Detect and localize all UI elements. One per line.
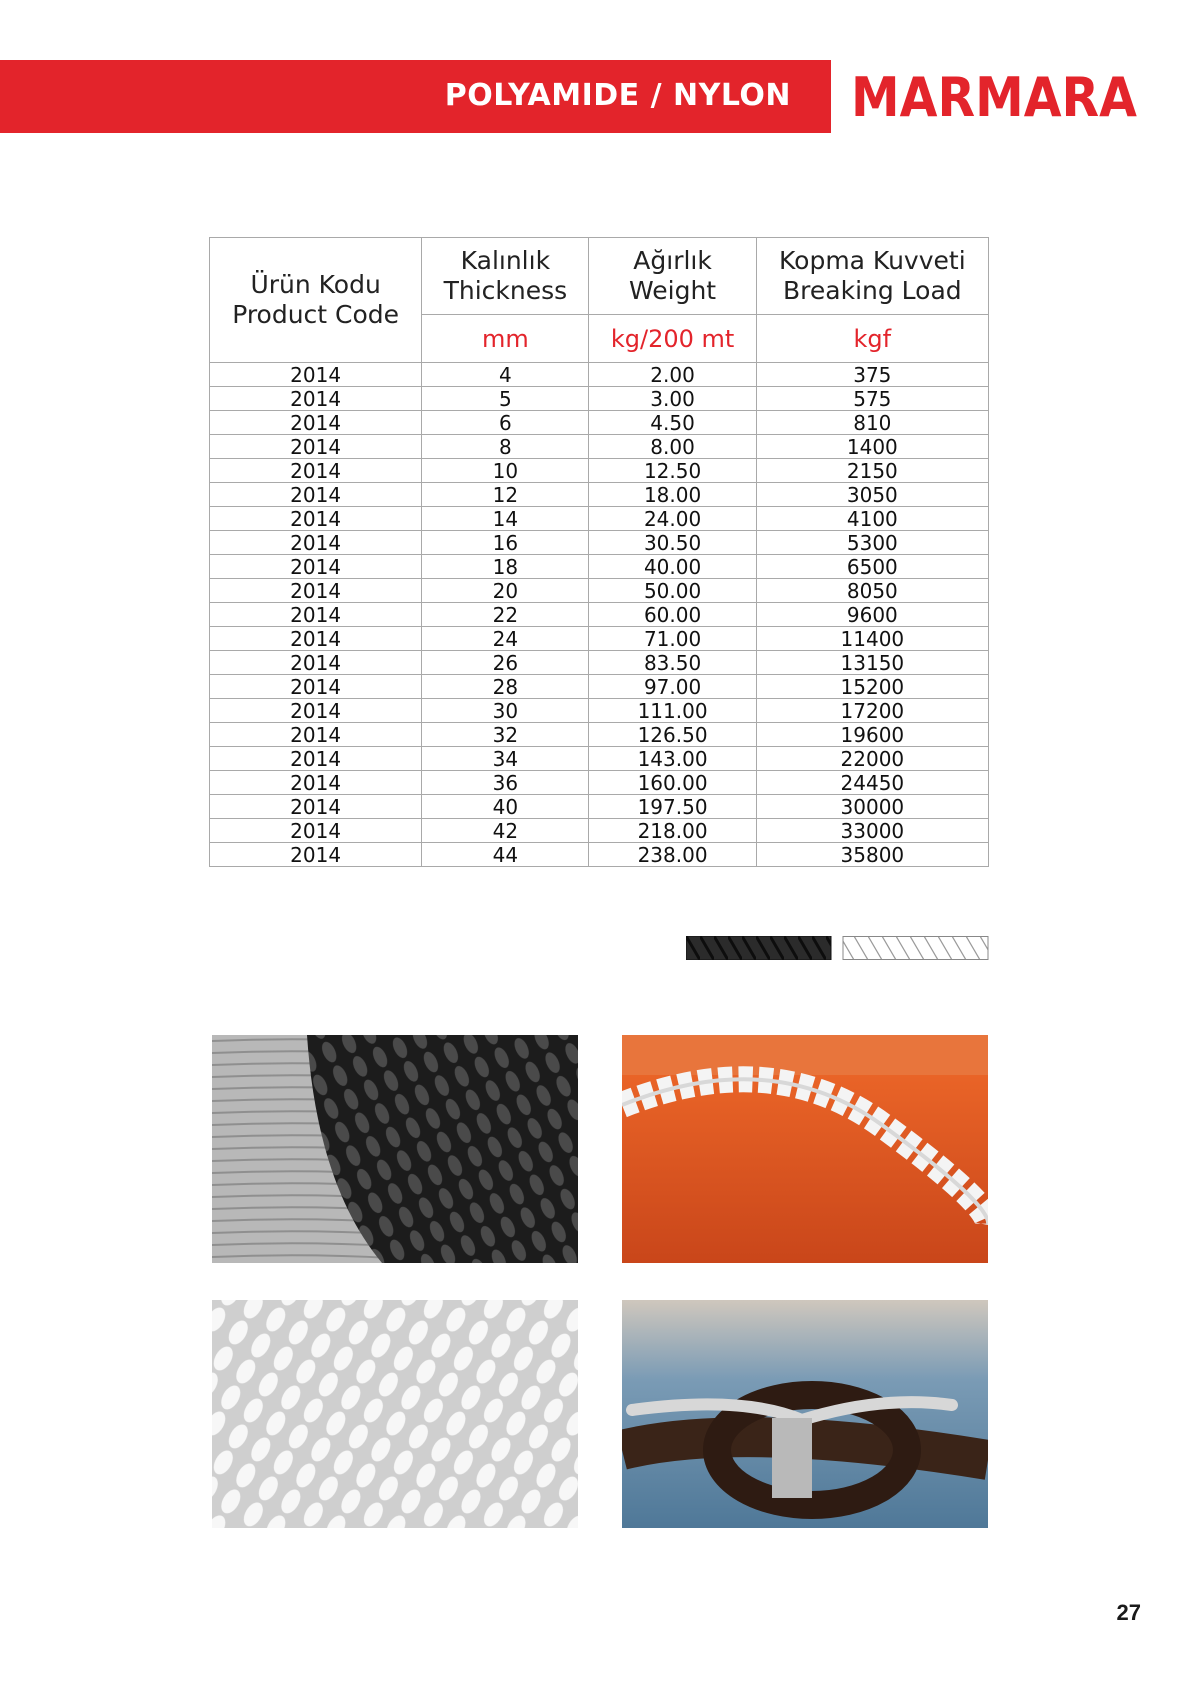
cell-breaking-load: 4100 [756,507,988,531]
cell-breaking-load: 3050 [756,483,988,507]
cell-weight: 18.00 [589,483,756,507]
cell-product-code: 2014 [210,819,422,843]
cell-breaking-load: 375 [756,363,988,387]
cell-thickness: 44 [422,843,589,867]
cell-product-code: 2014 [210,531,422,555]
cell-product-code: 2014 [210,435,422,459]
cell-breaking-load: 575 [756,387,988,411]
cell-weight: 8.00 [589,435,756,459]
cell-weight: 97.00 [589,675,756,699]
cell-thickness: 28 [422,675,589,699]
cell-product-code: 2014 [210,675,422,699]
cell-thickness: 22 [422,603,589,627]
cell-product-code: 2014 [210,579,422,603]
table-row [210,411,989,435]
cell-weight: 12.50 [589,459,756,483]
table-row [210,387,989,411]
header-thickness-tr: Kalınlık [460,246,551,275]
cell-thickness: 10 [422,459,589,483]
header-product-code [210,238,422,363]
table-row [210,579,989,603]
cell-weight: 143.00 [589,747,756,771]
table-row [210,555,989,579]
cell-weight: 30.50 [589,531,756,555]
cell-product-code: 2014 [210,411,422,435]
cell-thickness: 16 [422,531,589,555]
white-rope-coil-photo [212,1300,578,1528]
header-weight-tr: Ağırlık [633,246,712,275]
cell-breaking-load: 22000 [756,747,988,771]
table-row [210,507,989,531]
cell-thickness: 26 [422,651,589,675]
cell-breaking-load: 1400 [756,435,988,459]
cell-weight: 126.50 [589,723,756,747]
cell-breaking-load: 810 [756,411,988,435]
cell-product-code: 2014 [210,651,422,675]
table-row [210,363,989,387]
cell-product-code: 2014 [210,603,422,627]
cell-weight: 83.50 [589,651,756,675]
brand-logo-text: MARMARA [851,68,1138,124]
cell-product-code: 2014 [210,507,422,531]
cell-product-code: 2014 [210,723,422,747]
table-row [210,627,989,651]
cell-weight: 71.00 [589,627,756,651]
cell-weight: 238.00 [589,843,756,867]
cell-thickness: 4 [422,363,589,387]
cell-product-code: 2014 [210,459,422,483]
cell-thickness: 34 [422,747,589,771]
cell-breaking-load: 17200 [756,699,988,723]
table-row [210,819,989,843]
unit-thickness: mm [422,315,589,363]
header-product-code-en: Product Code [232,300,400,329]
cell-product-code: 2014 [210,555,422,579]
table-row [210,747,989,771]
table-row [210,699,989,723]
cell-thickness: 42 [422,819,589,843]
cell-product-code: 2014 [210,699,422,723]
cell-breaking-load: 9600 [756,603,988,627]
table-row [210,675,989,699]
spec-table [209,237,989,867]
page-title: POLYAMIDE / NYLON [444,78,791,113]
cell-thickness: 30 [422,699,589,723]
cell-product-code: 2014 [210,747,422,771]
cell-weight: 4.50 [589,411,756,435]
cell-product-code: 2014 [210,483,422,507]
cell-breaking-load: 5300 [756,531,988,555]
cell-breaking-load: 8050 [756,579,988,603]
cell-product-code: 2014 [210,843,422,867]
page-number: 27 [1116,1600,1141,1625]
unit-weight: kg/200 mt [589,315,756,363]
cell-weight: 40.00 [589,555,756,579]
table-row [210,651,989,675]
cell-product-code: 2014 [210,795,422,819]
table-row [210,459,989,483]
cell-product-code: 2014 [210,363,422,387]
cell-thickness: 36 [422,771,589,795]
header-banner [0,60,831,133]
cell-breaking-load: 24450 [756,771,988,795]
cell-thickness: 32 [422,723,589,747]
cell-product-code: 2014 [210,771,422,795]
cell-breaking-load: 19600 [756,723,988,747]
cell-thickness: 18 [422,555,589,579]
table-row [210,603,989,627]
cell-thickness: 5 [422,387,589,411]
brand-logo [849,68,1139,124]
cell-thickness: 12 [422,483,589,507]
header-weight-en: Weight [629,276,717,305]
table-row [210,771,989,795]
cell-breaking-load: 33000 [756,819,988,843]
cell-thickness: 6 [422,411,589,435]
brown-rope-cleat-photo [622,1300,988,1528]
cell-thickness: 14 [422,507,589,531]
cell-weight: 218.00 [589,819,756,843]
header-thickness-en: Thickness [443,276,568,305]
table-row [210,723,989,747]
cell-breaking-load: 2150 [756,459,988,483]
cell-breaking-load: 11400 [756,627,988,651]
table-row [210,483,989,507]
cell-weight: 3.00 [589,387,756,411]
cell-weight: 50.00 [589,579,756,603]
header-thickness [422,238,589,315]
cell-weight: 197.50 [589,795,756,819]
header-breaking-load-en: Breaking Load [783,276,962,305]
cell-breaking-load: 6500 [756,555,988,579]
cell-thickness: 40 [422,795,589,819]
unit-breaking-load: kgf [756,315,988,363]
cell-breaking-load: 13150 [756,651,988,675]
header-product-code-tr: Ürün Kodu [250,270,381,299]
table-row [210,531,989,555]
cell-weight: 2.00 [589,363,756,387]
table-row [210,795,989,819]
cell-weight: 24.00 [589,507,756,531]
white-rope-icon [843,937,988,960]
cell-product-code: 2014 [210,387,422,411]
cell-breaking-load: 30000 [756,795,988,819]
header-weight [589,238,756,315]
cell-thickness: 20 [422,579,589,603]
cell-thickness: 24 [422,627,589,651]
table-body [210,363,989,867]
cell-thickness: 8 [422,435,589,459]
black-rope-icon [686,936,831,960]
cell-weight: 160.00 [589,771,756,795]
cell-weight: 60.00 [589,603,756,627]
white-rope-orange-buoy-photo [622,1035,988,1263]
rope-color-swatches [686,936,989,960]
cell-product-code: 2014 [210,627,422,651]
cell-weight: 111.00 [589,699,756,723]
table-row [210,435,989,459]
cell-breaking-load: 35800 [756,843,988,867]
table-row [210,843,989,867]
header-breaking-load-tr: Kopma Kuvveti [779,246,966,275]
cell-breaking-load: 15200 [756,675,988,699]
black-rope-coil-photo [212,1035,578,1263]
header-breaking-load [756,238,988,315]
